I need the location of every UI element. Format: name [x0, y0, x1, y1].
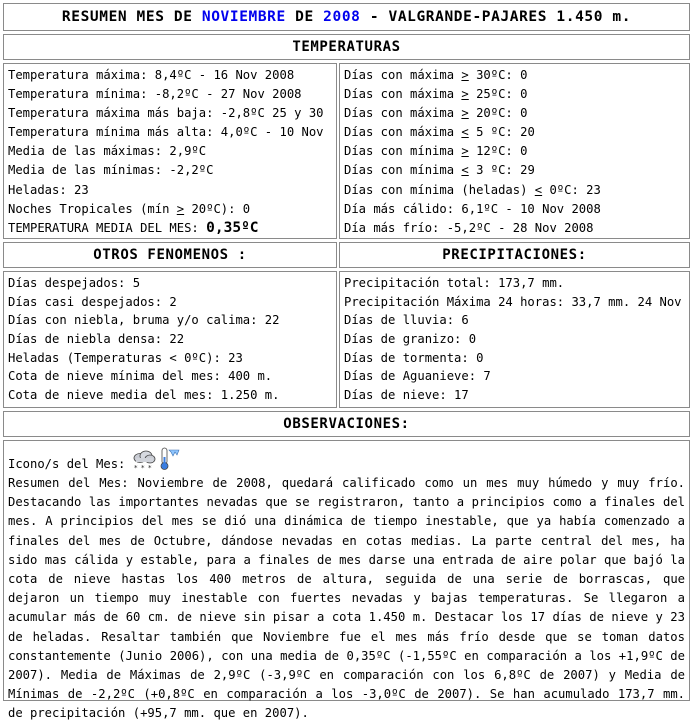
- comparison-symbol: <: [461, 163, 469, 178]
- observaciones-panel: [3, 440, 690, 721]
- temperaturas-right-list: [340, 64, 689, 238]
- month-summary-text: Resumen del Mes: Noviembre de 2008, quedará calificado como un mes muy húmedo y muy frío. Destacando las importantes nevadas que se registraron, tanto a principios como a finales del mes. A principios del mes se dió una dinámica de tiempo inestable, que ya había comenzado a finales del mes de Octubre, dándose nevadas en cotas medias. La parte central del mes, ha sido mas cálida y estable, para a finales de mes darse una entrada de aire polar que bajó la cota de nieve hastas los 400 metros de altura, seguida de una serie de borrascas, que dejaron un tiempo muy inestable con fuertes nevadas y bajas temperaturas. Se llegaron a acumular más de 60 cm. de nieve sin pisar a cota 1.450 m. Destacar los 17 días de nieve y 23 de heladas. Resaltar también que Noviembre fue el mes más frío desde que se toman datos constantemente (Junio 2006), con una media de 0,35ºC (-1,55ºC en comparación a los +1,9ºC de 2007). Media de Máximas de 2,9ºC (-3,9ºC en comparación con los 6,8ºC de 2007) y Media de Mínimas de -2,2ºC (+0,8ºC en comparación a los -3,0ºC de 2007). Se han acumulado 173,7 mm. de precipitación (+95,7 mm. que en 2007).: [8, 476, 685, 721]
- days-label: Días con mínima (heladas): [344, 182, 535, 197]
- comparison-symbol: >: [461, 106, 469, 121]
- temp-left-line: Temperatura máxima: 8,4ºC - 16 Nov 2008: [8, 68, 295, 82]
- precipitation-line: Días de nieve: 17: [344, 388, 469, 403]
- svg-text:*: *: [134, 464, 138, 471]
- days-value: 20ºC: 0: [468, 106, 528, 121]
- phenomena-line: Heladas (Temperaturas < 0ºC): 23: [8, 350, 243, 365]
- tropical-nights-line: [8, 200, 336, 219]
- temp-left-line: Media de las mínimas: -2,2ºC: [8, 163, 214, 178]
- days-label: Días con máxima: [344, 125, 462, 140]
- tropical-label: Noches Tropicales (mín: [8, 201, 177, 216]
- precipitaciones-panel: [339, 271, 690, 408]
- days-threshold-line: [344, 85, 689, 104]
- coldest-day-line: Día más frío: -5,2ºC - 28 Nov 2008: [344, 220, 594, 235]
- days-label: Días con mínima: [344, 144, 462, 159]
- otros-fenomenos-panel: [3, 271, 337, 408]
- days-value: 30ºC: 0: [468, 68, 528, 82]
- days-threshold-line: [344, 123, 689, 142]
- temp-left-line: Heladas: 23: [8, 182, 89, 197]
- comparison-symbol: >: [461, 68, 469, 82]
- days-value: 12ºC: 0: [468, 144, 528, 159]
- otros-fenomenos-list: [4, 272, 336, 405]
- otros-fenomenos-heading: OTROS FENOMENOS :: [3, 242, 337, 268]
- month-icons-label: Icono/s del Mes:: [8, 457, 126, 471]
- title-month: NOVIEMBRE: [201, 9, 286, 25]
- greater-equal-symbol: >: [176, 201, 185, 216]
- temperaturas-right-panel: [339, 63, 690, 239]
- days-threshold-line: [344, 142, 689, 161]
- phenomena-line: Días casi despejados: 2: [8, 294, 177, 309]
- warmest-day-line: Día más cálido: 6,1ºC - 10 Nov 2008: [344, 201, 601, 216]
- month-icons-row: [8, 449, 685, 471]
- temp-left-line: Temperatura mínima: -8,2ºC - 27 Nov 2008: [8, 87, 302, 102]
- days-label: Días con mínima: [344, 163, 462, 178]
- days-label: Días con máxima: [344, 68, 462, 82]
- phenomena-line: Cota de nieve mínima del mes: 400 m.: [8, 369, 273, 384]
- page-title: [3, 3, 690, 31]
- svg-text:*: *: [148, 464, 152, 471]
- precipitation-line: Precipitación total: 173,7 mm.: [344, 276, 565, 290]
- precipitation-line: Días de tormenta: 0: [344, 350, 484, 365]
- monthly-mean-line: [8, 219, 336, 238]
- days-threshold-line: [344, 104, 689, 123]
- temperaturas-heading: TEMPERATURAS: [3, 34, 690, 60]
- comparison-symbol: <: [461, 125, 469, 140]
- temperaturas-left-panel: [3, 63, 337, 239]
- days-value: 3 ºC: 29: [468, 163, 535, 178]
- snow-cloud-icon: [131, 449, 157, 471]
- days-label: Días con máxima: [344, 87, 462, 102]
- phenomena-line: Días despejados: 5: [8, 276, 141, 290]
- days-value: 5 ºC: 20: [468, 125, 535, 140]
- monthly-mean-label: TEMPERATURA MEDIA DEL MES:: [8, 220, 207, 235]
- phenomena-line: Días con niebla, bruma y/o calima: 22: [8, 313, 280, 328]
- phenomena-line: Cota de nieve media del mes: 1.250 m.: [8, 388, 280, 403]
- phenomena-line: Días de niebla densa: 22: [8, 332, 185, 347]
- days-value: 25ºC: 0: [468, 87, 528, 102]
- title-prefix: RESUMEN MES DE: [61, 9, 202, 25]
- temp-left-line: Temperatura mínima más alta: 4,0ºC - 10 Nov: [8, 125, 324, 140]
- temperaturas-left-list: [4, 64, 336, 238]
- title-year: 2008: [323, 9, 361, 25]
- tropical-value: 20ºC): 0: [184, 201, 251, 216]
- precipitation-line: Días de lluvia: 6: [344, 313, 469, 328]
- precipitation-line: Precipitación Máxima 24 horas: 33,7 mm. 24 Nov: [344, 294, 682, 309]
- comparison-symbol: >: [461, 87, 469, 102]
- precipitation-line: Días de granizo: 0: [344, 332, 477, 347]
- precipitaciones-list: [340, 272, 689, 405]
- monthly-mean-value: 0,35ºC: [206, 219, 259, 236]
- temp-left-line: Temperatura máxima más baja: -2,8ºC 25 y 30: [8, 106, 324, 121]
- observaciones-heading: OBSERVACIONES:: [3, 411, 690, 437]
- days-label: Días con máxima: [344, 106, 462, 121]
- comparison-symbol: >: [461, 144, 469, 159]
- title-suffix: - VALGRANDE-PAJARES 1.450 m.: [360, 9, 632, 25]
- precipitaciones-heading: PRECIPITACIONES:: [339, 242, 690, 268]
- precipitation-line: Días de Aguanieve: 7: [344, 369, 491, 384]
- comparison-symbol: <: [534, 182, 543, 197]
- days-threshold-line: [344, 181, 689, 200]
- days-value: 0ºC: 23: [542, 182, 601, 197]
- title-mid: DE: [285, 9, 324, 25]
- cold-thermometer-icon: [159, 447, 181, 471]
- svg-text:*: *: [141, 464, 145, 471]
- days-threshold-line: [344, 66, 689, 85]
- days-threshold-line: [344, 161, 689, 180]
- temp-left-line: Media de las máximas: 2,9ºC: [8, 144, 207, 159]
